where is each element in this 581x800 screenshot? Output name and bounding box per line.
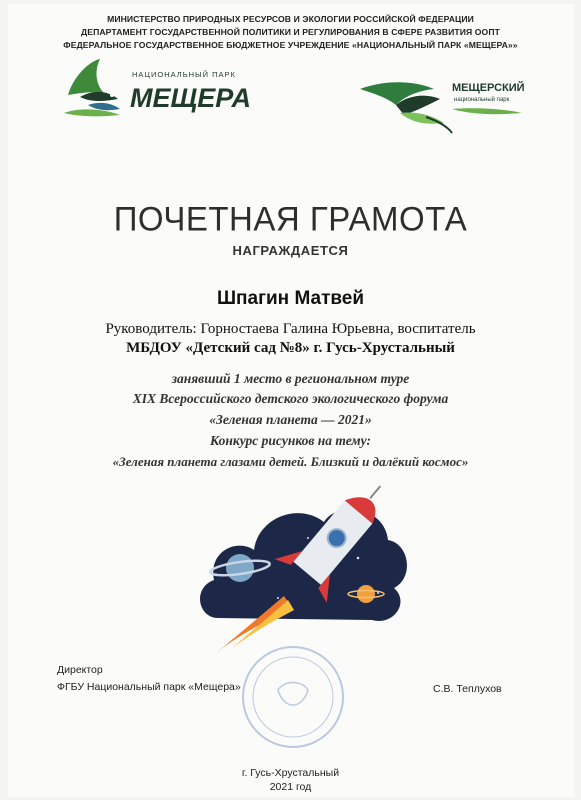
awarded-label: НАГРАЖДАЕТСЯ [232,243,349,258]
logo-left-big-text: МЕЩЕРА [130,83,252,113]
award-forum: XIX Всероссийского детского экологического форума [132,391,449,406]
heron-emblem-icon [360,82,452,133]
organization-line: МБДОУ «Детский сад №8» г. Гусь-Хрустальный [126,340,455,356]
director-name: С.В. Теплухов [433,683,502,695]
header-ministry: МИНИСТЕРСТВО ПРИРОДНЫХ РЕСУРСОВ И ЭКОЛОГИИ РОССИЙСКОЙ ФЕДЕРАЦИИ [107,14,474,24]
leader-line: Руководитель: Горностаева Галина Юрьевна, воспитатель [105,321,476,337]
footer-city: г. Гусь-Хрустальный [241,767,340,779]
footer-year: 2021 год [269,781,312,793]
award-place: занявший 1 место в региональном туре [171,371,410,386]
award-forum-name: «Зеленая планета — 2021» [209,412,372,427]
logo-right-small-text: национальный парк [454,97,510,103]
official-seal-stamp [228,640,358,755]
award-contest: Конкурс рисунков на тему: [210,433,371,448]
logo-left-small-text: НАЦИОНАЛЬНЫЙ ПАРК [132,70,236,79]
director-organization: ФГБУ Национальный парк «Мещера» [57,681,241,693]
meshchersky-park-logo [356,75,526,135]
certificate-title: ПОЧЕТНАЯ ГРАМОТА [113,199,468,238]
header-institution: ФЕДЕРАЛЬНОЕ ГОСУДАРСТВЕННОЕ БЮДЖЕТНОЕ УЧРЕЖДЕНИЕ «НАЦИОНАЛЬНЫЙ ПАРК «МЕЩЕРА»» [63,40,518,50]
park-meshchera-logo [60,55,270,125]
bird-emblem-icon [64,59,120,116]
award-contest-theme: «Зеленая планета глазами детей. Близкий и далёкий космос» [112,454,469,469]
director-title: Директор [57,664,103,676]
logo-right-big-text: МЕЩЕРСКИЙ [452,82,525,94]
header-department: ДЕПАРТАМЕНТ ГОСУДАРСТВЕННОЙ ПОЛИТИКИ И РЕГУЛИРОВАНИЯ В СФЕРЕ РАЗВИТИЯ ООПТ [81,27,500,37]
recipient-name: Шпагин Матвей [216,288,365,309]
